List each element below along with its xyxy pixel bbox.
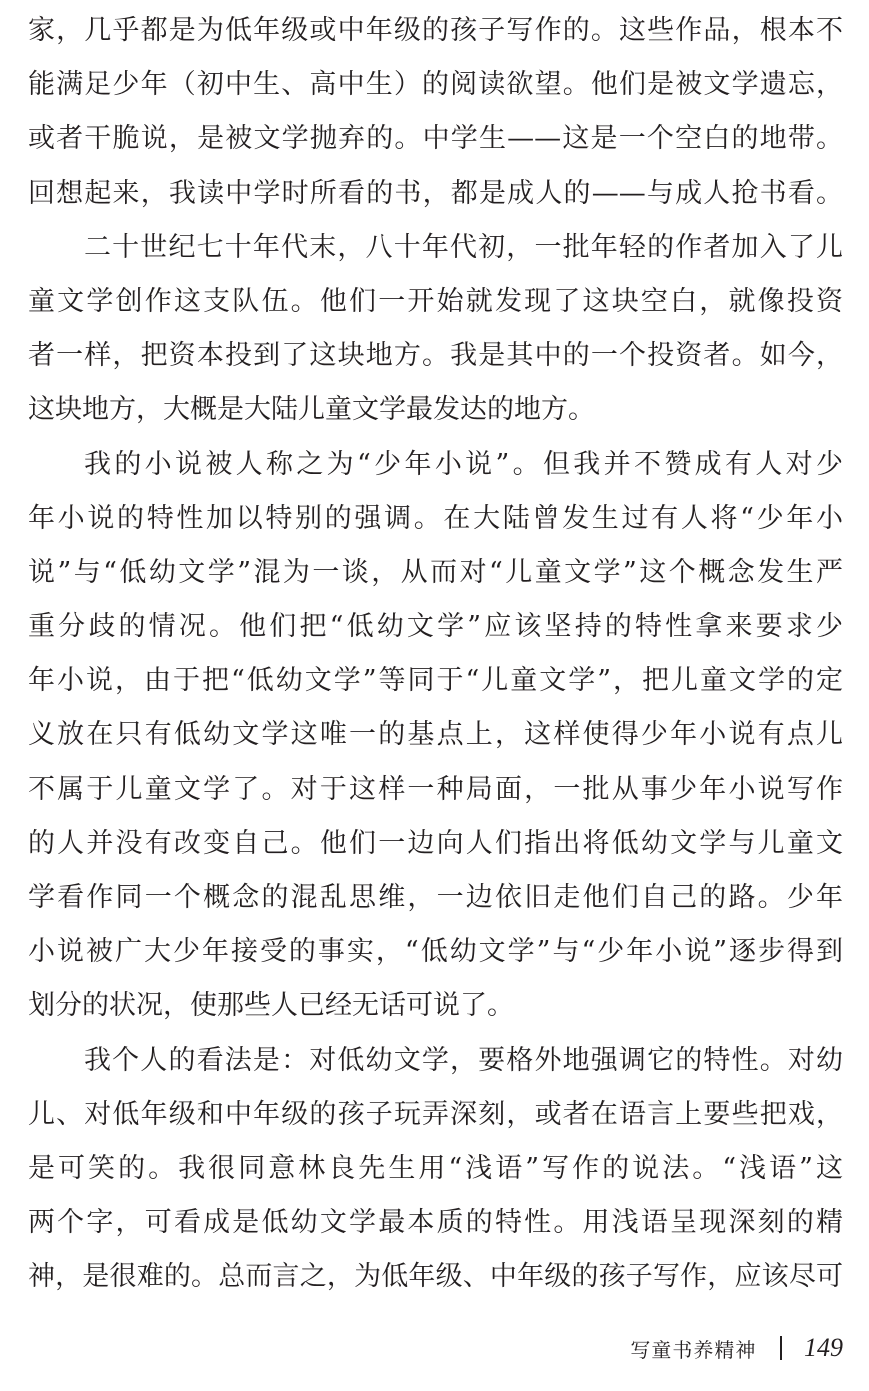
text-line: 我个人的看法是：对低幼文学，要格外地强调它的特性。对幼: [84, 1044, 843, 1076]
paragraph-3: [28, 438, 843, 1034]
text-line: 或者干脆说，是被文学抛弃的。中学生——这是一个空白的地带。: [28, 123, 843, 155]
paragraph-2: [28, 221, 843, 438]
text-line: 我的小说被人称之为“少年小说”。但我并不赞成有人对少: [84, 448, 843, 480]
text-line: 家，几乎都是为低年级或中年级的孩子写作的。这些作品，根本不: [28, 15, 843, 46]
text-line: 不属于儿童文学了。对于这样一种局面，一批从事少年小说写作: [28, 773, 843, 805]
text-line: 重分歧的情况。他们把“低幼文学”应该坚持的特性拿来要求少: [28, 611, 843, 643]
text-line: 的人并没有改变自己。他们一边向人们指出将低幼文学与儿童文: [28, 827, 843, 859]
text-line: 是可笑的。我很同意林良先生用“浅语”写作的说法。“浅语”这: [28, 1152, 843, 1184]
text-line: 小说被广大少年接受的事实，“低幼文学”与“少年小说”逐步得到: [28, 936, 843, 968]
footer-divider: [780, 1336, 782, 1360]
text-line: 划分的状况，使那些人已经无话可说了。: [28, 990, 514, 1022]
text-line: 神，是很难的。总而言之，为低年级、中年级的孩子写作，应该尽可: [28, 1261, 843, 1293]
text-line: 童文学创作这支队伍。他们一开始就发现了这块空白，就像投资: [28, 285, 843, 317]
page-footer: [0, 1328, 843, 1368]
text-line: 年小说的特性加以特别的强调。在大陆曾发生过有人将“少年小: [28, 502, 843, 534]
page-number: 149: [804, 1333, 843, 1362]
paragraph-4: [28, 1034, 843, 1305]
text-line: 说”与“低幼文学”混为一谈，从而对“儿童文学”这个概念发生严: [28, 556, 843, 588]
text-line: 学看作同一个概念的混乱思维，一边依旧走他们自己的路。少年: [28, 882, 843, 913]
text-line: 者一样，把资本投到了这块地方。我是其中的一个投资者。如今，: [28, 340, 843, 372]
text-line: 二十世纪七十年代末，八十年代初，一批年轻的作者加入了儿: [84, 231, 843, 263]
text-line: 两个字，可看成是低幼文学最本质的特性。用浅语呈现深刻的精: [28, 1207, 843, 1239]
text-line: 义放在只有低幼文学这唯一的基点上，这样使得少年小说有点儿: [28, 719, 843, 751]
text-line: 回想起来，我读中学时所看的书，都是成人的——与成人抢书看。: [28, 177, 843, 209]
text-line: 这块地方，大概是大陆儿童文学最发达的地方。: [28, 394, 595, 426]
running-title: 写童书养精神: [630, 1337, 757, 1362]
text-line: 年小说，由于把“低幼文学”等同于“儿童文学”，把儿童文学的定: [28, 665, 843, 697]
body-text: [28, 4, 843, 1305]
text-line: 儿、对低年级和中年级的孩子玩弄深刻，或者在语言上要些把戏，: [28, 1098, 843, 1130]
paragraph-1: [28, 4, 843, 221]
text-line: 能满足少年（初中生、高中生）的阅读欲望。他们是被文学遗忘，: [28, 69, 843, 101]
